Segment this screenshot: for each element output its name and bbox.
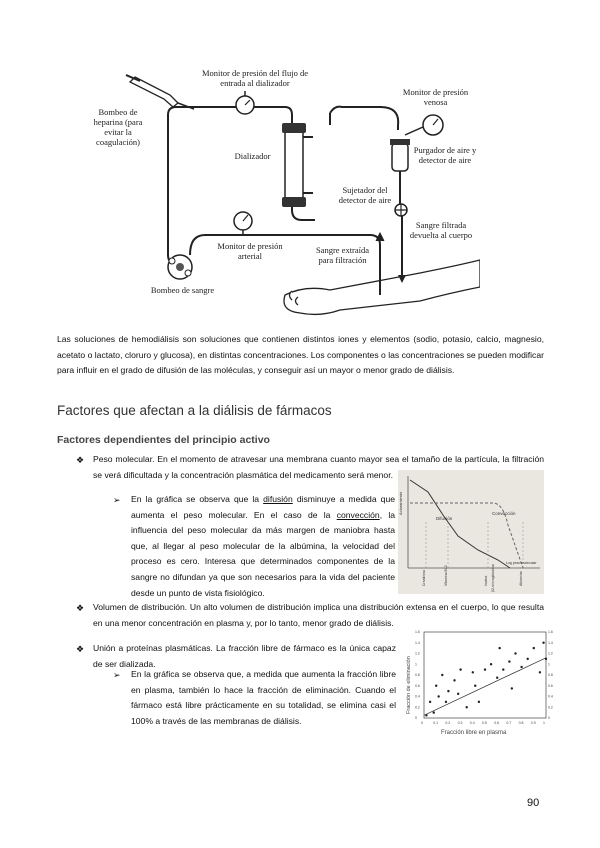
blood-pump: [168, 255, 192, 279]
y-tick-label-right: 0: [548, 716, 550, 720]
mw-x-label: Log peso molecular: [506, 561, 537, 565]
x-tick-label: 0.1: [433, 721, 439, 725]
scatter-point: [533, 647, 535, 649]
bullet-lead: Peso molecular.: [93, 454, 155, 464]
bullet-lead: Volumen de distribución.: [93, 602, 188, 612]
bullet-marker: ❖: [76, 603, 85, 613]
scatter-point: [447, 690, 449, 692]
tick-inulina: Inulina: [484, 575, 488, 586]
x-tick-label: 0.7: [506, 721, 512, 725]
scatter-point: [474, 685, 476, 687]
y-tick-label: 0.8: [415, 673, 420, 677]
tick-vitb12: Vitamina B12: [444, 565, 448, 586]
x-tick-label: 1: [543, 721, 545, 725]
scatter-point: [453, 679, 455, 681]
y-tick-label: 1: [415, 662, 417, 667]
label-blood-pump: Bombeo de sangre: [150, 285, 215, 295]
scatter-point: [498, 647, 500, 649]
bullet-lead: Unión a proteínas plasmáticas.: [93, 643, 213, 653]
bullet-marker: ❖: [76, 455, 85, 465]
elimination-scatter-chart: [406, 628, 556, 736]
label-air-purger: Purgador de aire y detector de aire: [413, 145, 477, 165]
scatter-point: [445, 701, 447, 703]
y-tick-label: 1.2: [415, 651, 420, 656]
scatter-point: [433, 711, 435, 713]
label-inflow-monitor: Monitor de presión del flujo de entrada al dializador: [202, 68, 308, 88]
text: disminuye a medida que aumenta el peso molecular. En el caso de la: [131, 494, 395, 520]
scatter-svg: [406, 628, 556, 736]
scatter-point: [539, 671, 541, 673]
sub-bullet-diffusion: [131, 492, 395, 601]
scatter-point: [437, 695, 439, 697]
x-tick-label: 0.8: [518, 721, 524, 725]
page-number: 90: [527, 797, 540, 809]
text: , la influencia del peso molecular da más margen de maniobra hasta que, al llegar al peso molecular de la albúmina, la velocidad del proceso es cero. Interesa que determinados componentes de la sangre no difundan ya que son necesarios para la vida del paciente desde un punto de vista fisiológico.: [131, 509, 396, 598]
scatter-point: [466, 706, 468, 708]
x-tick-label: 0.3: [457, 721, 463, 725]
scatter-point: [478, 701, 480, 703]
tick-creatinina: Creatinina: [422, 570, 426, 586]
text: En la gráfica se observa que la: [131, 494, 264, 504]
x-tick-label: 0.6: [494, 721, 500, 725]
scatter-point: [441, 674, 443, 676]
y-tick-label: 0: [415, 716, 417, 720]
tick-b2m: β2-microglobulina: [491, 564, 495, 592]
label-venous-monitor: Monitor de presión venosa: [402, 87, 469, 107]
y-tick-label-right: 0.2: [548, 705, 553, 710]
intro-paragraph: Las soluciones de hemodiálisis son soluciones que contienen distintos iones y elementos (sodio, potasio, calcio, magnesio, acetato o lactato, cloruro y glucosa), en distintas concentraciones. Los componentes o las concentraciones se pueden modificar para influir en el grado de difusión de las moléculas, y conseguir así un mayor o menor grado de diálisis.: [57, 334, 544, 376]
scatter-point: [514, 652, 516, 654]
scatter-y-label: Fracción de eliminación: [406, 656, 412, 714]
label-dialyzer: Dializador: [234, 151, 271, 161]
mw-y-label: Aclaramiento: [398, 491, 403, 515]
x-tick-label: 0.5: [482, 721, 487, 725]
bullet-distribution-volume: [93, 600, 544, 631]
air-detector-clamp: [395, 204, 407, 216]
scatter-point: [520, 666, 522, 668]
label-air-clamp: Sujetador del detector de aire: [338, 185, 392, 205]
subsection-title: Factores dependientes del principio activo: [57, 434, 270, 446]
y-tick-label: 1.6: [415, 630, 420, 634]
y-tick-label-right: 0.8: [548, 673, 553, 677]
air-trap-chamber: [390, 139, 410, 171]
label-extracted-blood: Sangre extraída para filtración: [315, 245, 370, 265]
y-tick-label: 0.2: [415, 705, 420, 710]
bullet-text: En el momento de atravesar una membrana cuanto mayor sea el tamaño de la partícula, la filtración se verá dificultada y la concentración plasmática del medicamento será menor.: [93, 454, 544, 480]
venous-pressure-gauge: [405, 115, 443, 135]
scatter-point: [508, 660, 510, 662]
sub-bullet-elimination: En la gráfica se observa que, a medida que aumenta la fracción libre en plasma, también lo hace la fracción de eliminación. Cuando el fármaco está libre prácticamente en su totalidad, se elimina casi el 100% a través de las membranas de diálisis.: [131, 669, 396, 726]
inflow-pressure-gauge: [236, 91, 254, 114]
scatter-x-label: Fracción libre en plasma: [441, 730, 507, 736]
scatter-point: [472, 671, 474, 673]
bullet-marker: ❖: [76, 644, 85, 654]
scatter-point: [511, 687, 513, 689]
x-tick-label: 0: [421, 721, 423, 725]
tick-albumina: Albúmina: [519, 571, 523, 586]
label-filtered-blood: Sangre filtrada devuelta al cuerpo: [409, 220, 473, 240]
patient-arm: [284, 260, 480, 314]
y-tick-label-right: 1.2: [548, 651, 553, 656]
scatter-point: [490, 663, 492, 665]
scatter-point: [502, 668, 504, 670]
label-difusion: Difusión: [436, 516, 453, 521]
scatter-point: [484, 668, 486, 670]
y-tick-label-right: 1.4: [548, 640, 553, 645]
section-title: Factores que afectan a la diálisis de fármacos: [57, 403, 332, 418]
scatter-point: [459, 668, 461, 670]
x-tick-label: 0.2: [445, 721, 451, 725]
sub-bullet-marker: ➢: [113, 670, 121, 680]
heparin-syringe: [126, 75, 194, 109]
y-tick-label-right: 0.6: [548, 683, 553, 688]
label-heparin-pump: Bombeo de heparina (para evitar la coagulación): [93, 107, 143, 147]
y-tick-label-right: 1: [548, 662, 550, 667]
label-arterial-monitor: Monitor de presión arterial: [217, 241, 283, 261]
y-tick-label-right: 1.6: [548, 630, 553, 634]
link-difusion[interactable]: difusión: [263, 494, 293, 504]
x-tick-label: 0.9: [530, 721, 536, 725]
scatter-point: [457, 693, 459, 695]
link-conveccion[interactable]: convección: [336, 509, 380, 520]
label-conveccion: Convección: [492, 511, 516, 516]
scatter-point: [527, 658, 529, 660]
y-tick-label-right: 0.4: [548, 694, 553, 699]
hemodialysis-diagram: [80, 55, 480, 325]
mw-chart-svg: [398, 470, 544, 594]
scatter-point: [542, 642, 544, 644]
scatter-point: [429, 701, 431, 703]
scatter-point: [435, 685, 437, 687]
bullet-text: Un alto volumen de distribución implica una distribución extensa en el cuerpo, lo que resulta en una menor concentración en plasma y, por lo tanto, menor grado de diálisis.: [93, 602, 544, 628]
y-tick-label: 0.6: [415, 683, 420, 688]
scatter-point: [496, 676, 498, 678]
y-tick-label: 0.4: [415, 694, 420, 699]
sub-bullet-marker: ➢: [113, 495, 121, 505]
y-tick-label: 1.4: [415, 640, 420, 645]
arterial-pressure-gauge: [234, 212, 252, 235]
bullet-text: La fracción libre de fármaco es la única capaz de ser dializada.: [93, 643, 396, 669]
molecular-weight-chart: [398, 470, 544, 594]
dialyzer-cartridge: [282, 123, 313, 207]
series-difusion: [410, 480, 510, 568]
x-tick-label: 0.4: [469, 721, 475, 725]
